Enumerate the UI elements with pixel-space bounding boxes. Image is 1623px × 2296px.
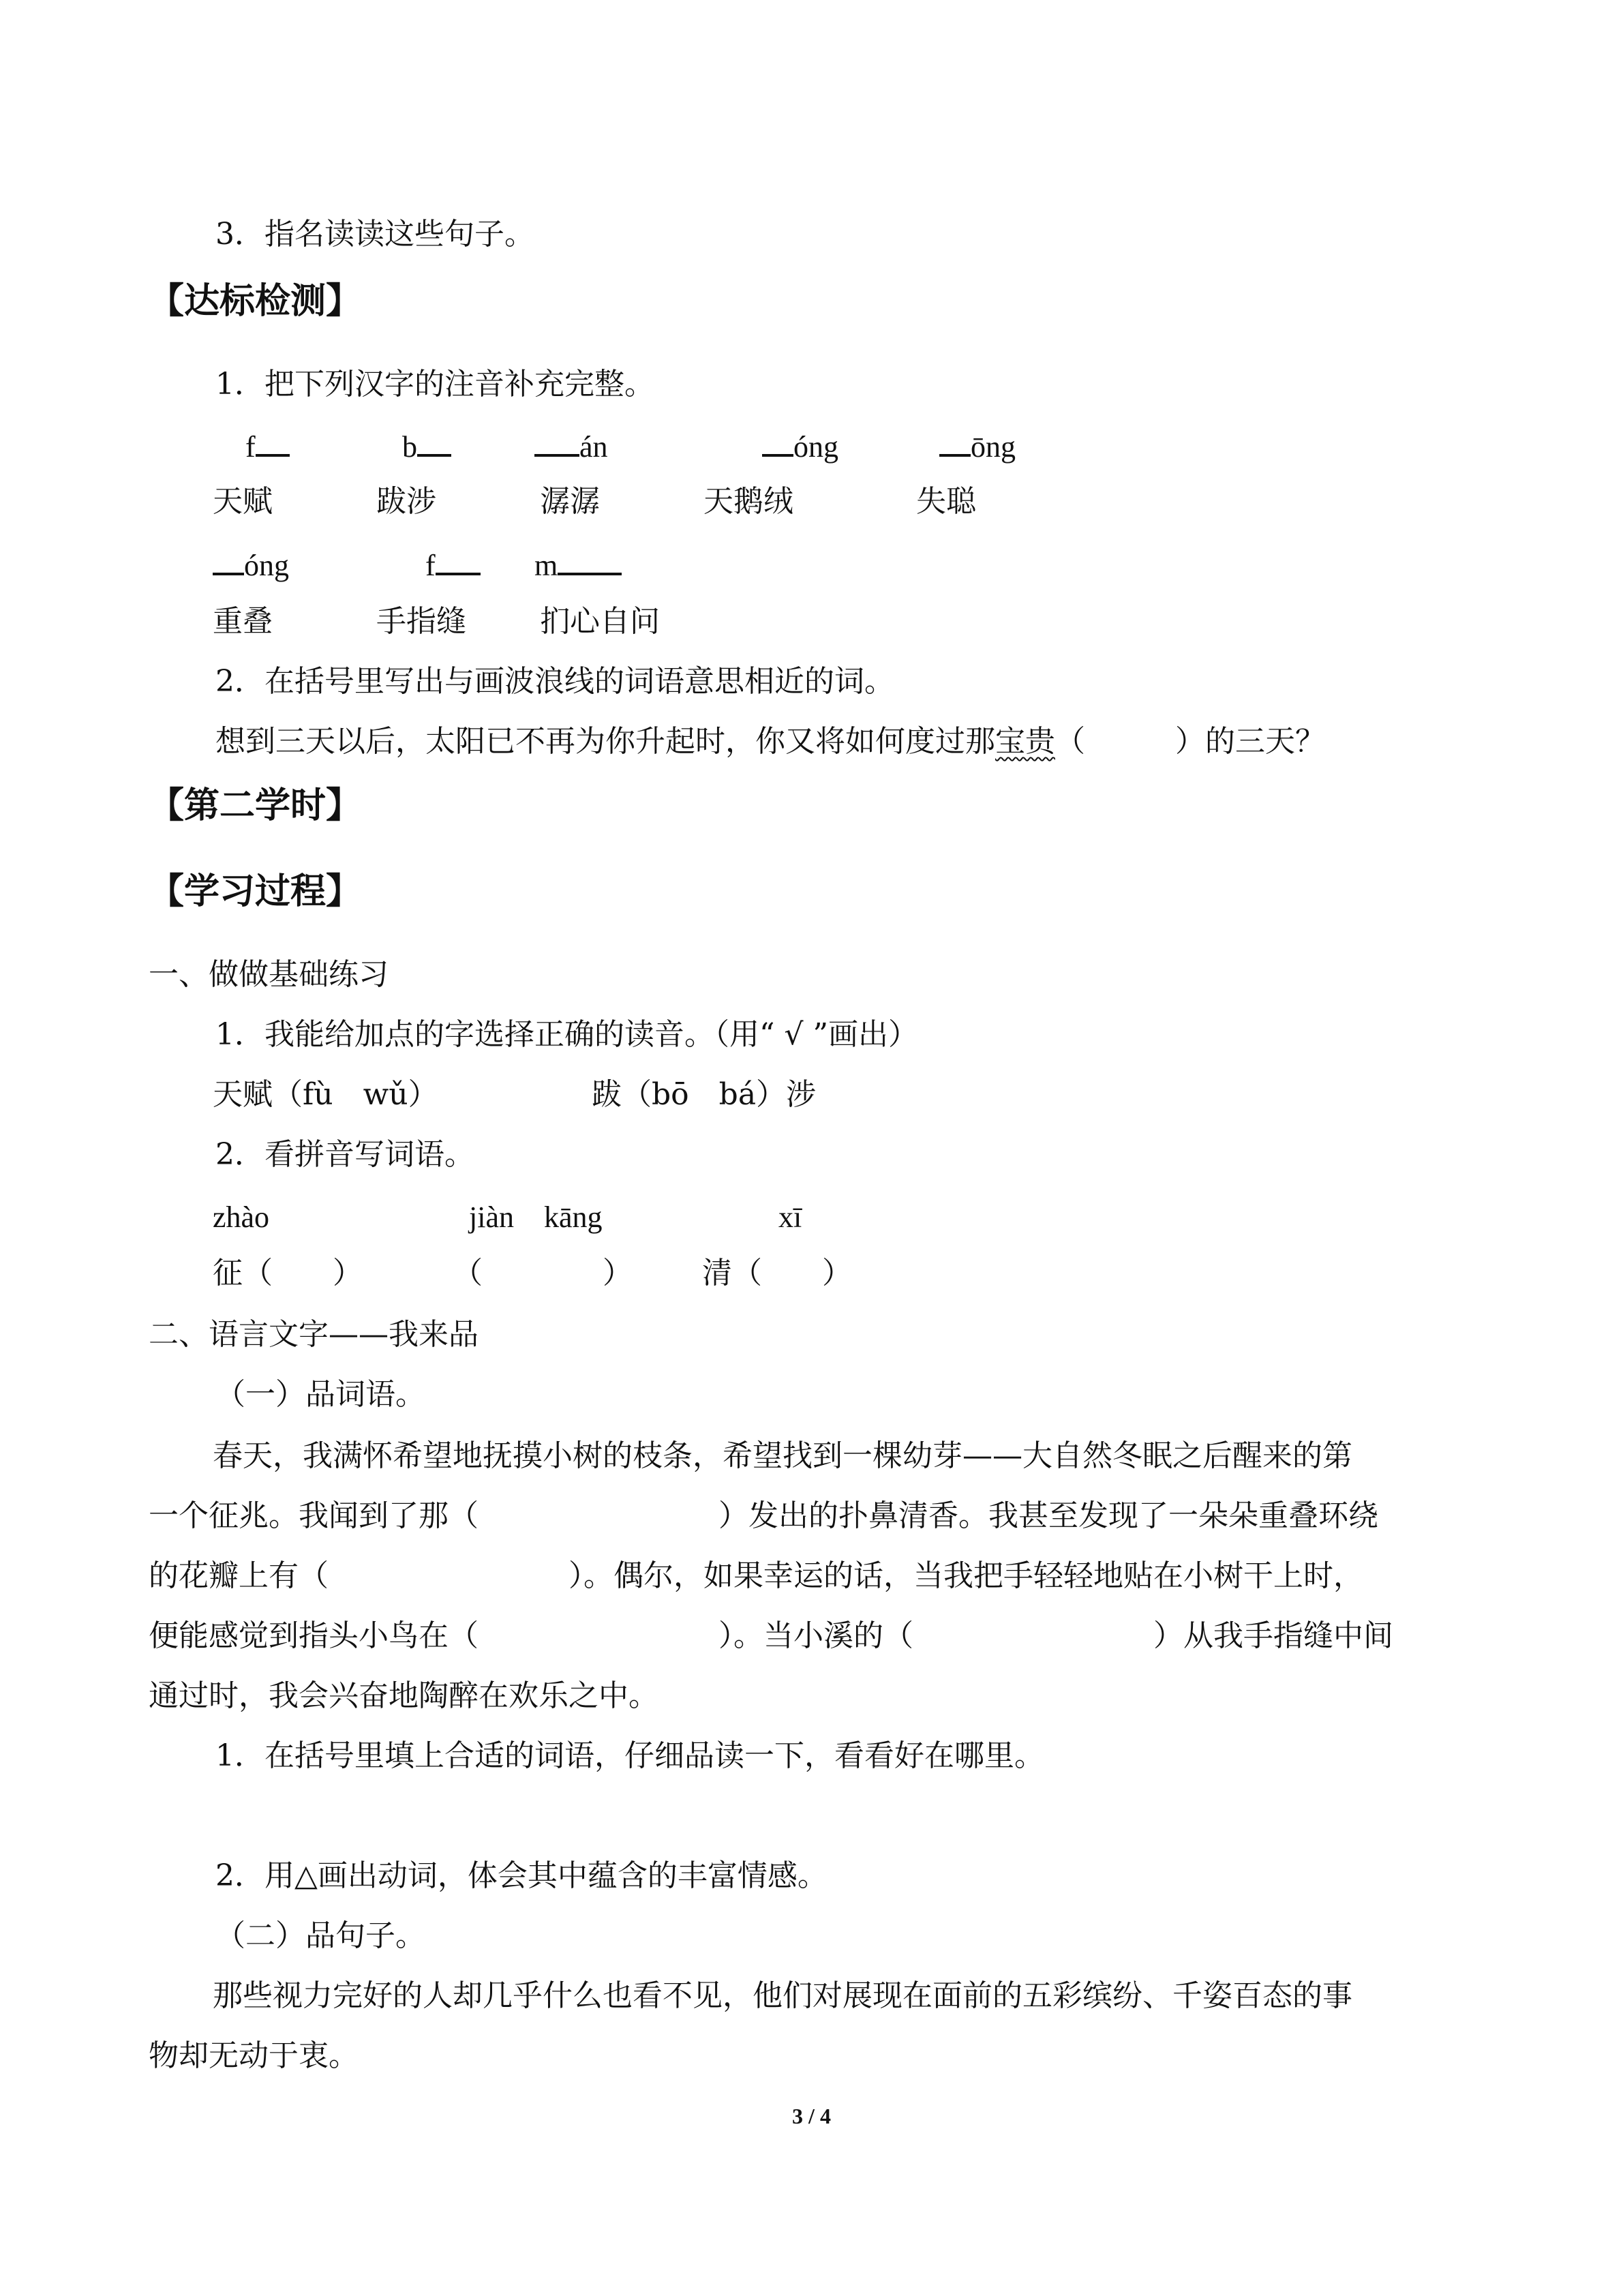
pinyin-jiankang: jiàn kāng (469, 1200, 603, 1234)
answer-zheng: 征（ ） (213, 1256, 363, 1290)
pinyin-blank-8: m (534, 547, 622, 585)
word-3: 潺潺 (540, 484, 600, 519)
paragraph-2-line-1: 那些视力完好的人却几乎什么也看不见，他们对展现在面前的五彩缤纷、千姿百态的事 (213, 1978, 1352, 2013)
question-1: 1．把下列汉字的注音补充完整。 (215, 367, 654, 402)
section-1-q2: 2．看拼音写词语。 (215, 1137, 474, 1172)
pinyin-zhao: zhào (213, 1200, 270, 1234)
page-number: 3 / 4 (792, 2104, 831, 2128)
pinyin-blank-2: b (402, 428, 451, 466)
pinyin-blank-3: án (534, 428, 608, 466)
item-3: 3．指名读读这些句子。 (215, 217, 534, 252)
pinyin-xi: xī (778, 1200, 802, 1234)
paragraph-1-line-1: 春天，我满怀希望地抚摸小树的枝条，希望找到一棵幼芽——大自然冬眠之后醒来的第 (213, 1438, 1352, 1473)
section-2-q2: 2．用△画出动词，体会其中蕴含的丰富情感。 (215, 1858, 828, 1893)
paragraph-1-line-3: 的花瓣上有（ ）。偶尔，如果幸运的话，当我把手轻轻地贴在小树干上时， (149, 1558, 1363, 1593)
section-1-q1: 1．我能给加点的字选择正确的读音。（用“ √ ”画出） (215, 1017, 918, 1052)
word-7: 手指缝 (376, 604, 466, 639)
word-6: 重叠 (213, 604, 273, 639)
heading-dabiao: 【达标检测】 (149, 281, 362, 322)
answer-jiankang: （ ） (453, 1256, 633, 1290)
section-1-q1-a: 天赋（fù wǔ） (213, 1077, 438, 1112)
word-5: 失聪 (916, 484, 976, 519)
answer-qing: 清（ ） (702, 1256, 852, 1290)
section-2-q1: 1．在括号里填上合适的词语，仔细品读一下，看看好在哪里。 (215, 1738, 1044, 1773)
paragraph-1-line-2: 一个征兆。我闻到了那（ ）发出的扑鼻清香。我甚至发现了一朵朵重叠环绕 (149, 1498, 1378, 1533)
section-2-sub1: （一）品词语。 (215, 1377, 425, 1412)
pinyin-blank-5: ōng (939, 428, 1016, 466)
section-1-q1-b: 跋（bō bá）涉 (592, 1077, 817, 1112)
wavy-word: 宝贵 (995, 724, 1055, 759)
paragraph-1-line-5: 通过时，我会兴奋地陶醉在欢乐之中。 (149, 1678, 658, 1713)
section-2-title: 二、语言文字——我来品 (149, 1317, 479, 1352)
question-2-sentence: 想到三天以后，太阳已不再为你升起时，你又将如何度过那宝贵（ ）的三天？ (215, 724, 1325, 759)
word-4: 天鹅绒 (703, 484, 793, 519)
word-2: 跋涉 (376, 484, 436, 519)
word-1: 天赋 (213, 484, 273, 519)
paragraph-2-line-2: 物却无动于衷。 (149, 2038, 359, 2073)
section-2-sub2: （二）品句子。 (215, 1918, 425, 1953)
paragraph-1-line-4: 便能感觉到指头小鸟在（ ）。当小溪的（ ）从我手指缝中间 (149, 1618, 1393, 1653)
pinyin-blank-4: óng (762, 428, 838, 466)
pinyin-blank-6: óng (213, 547, 289, 585)
word-8: 扪心自问 (540, 604, 660, 639)
section-1-title: 一、做做基础练习 (149, 957, 389, 992)
question-2: 2．在括号里写出与画波浪线的词语意思相近的词。 (215, 664, 894, 699)
pinyin-blank-7: f (425, 547, 481, 585)
heading-second-period: 【第二学时】 (149, 785, 362, 826)
pinyin-blank-1: f (245, 428, 290, 466)
heading-learning-process: 【学习过程】 (149, 871, 362, 912)
